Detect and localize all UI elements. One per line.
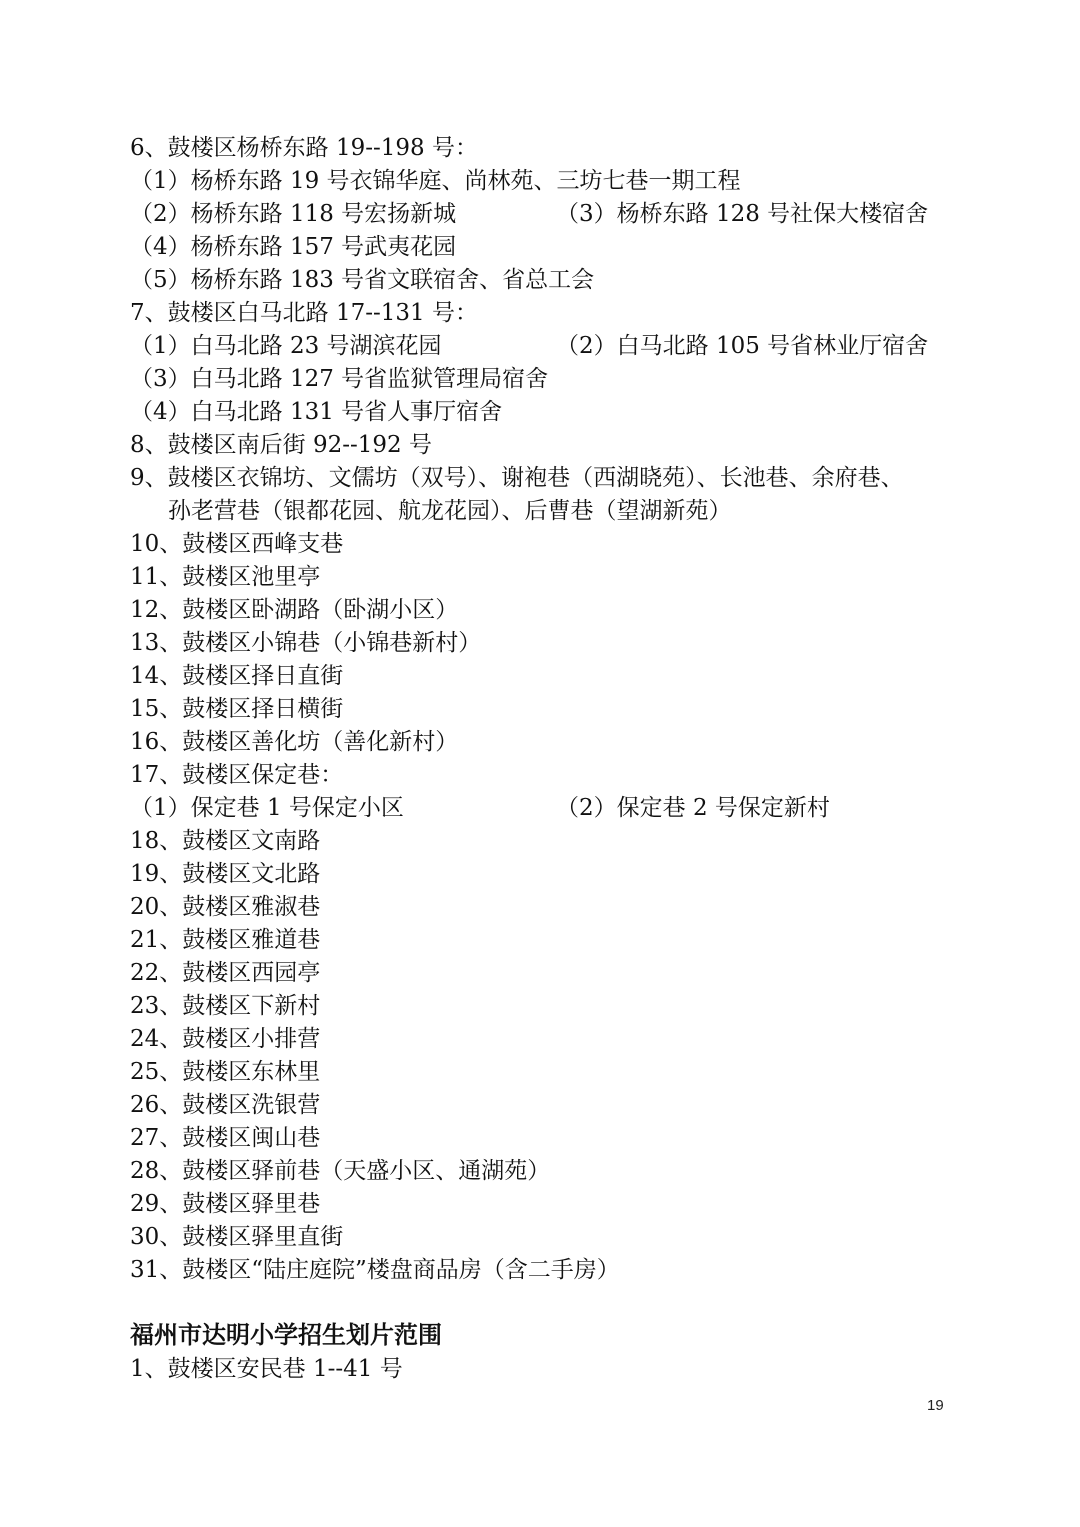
sub-item-text: （1）杨桥东路 19 号衣锦华庭、尚林苑、三坊七巷一期工程	[130, 168, 741, 194]
document-body	[0, 132, 1080, 1386]
list-item-text: 23、鼓楼区下新村	[130, 993, 321, 1019]
list-item	[0, 1221, 1080, 1254]
list-item	[0, 1122, 1080, 1155]
sub-item-text: （5）杨桥东路 183 号省文联宿舍、省总工会	[130, 267, 595, 293]
list-item	[0, 561, 1080, 594]
list-item-text: 17、鼓楼区保定巷：	[130, 762, 344, 788]
list-item-text: 7、鼓楼区白马北路 17--131 号：	[130, 300, 478, 326]
list-item-text: 25、鼓楼区东林里	[130, 1059, 321, 1085]
list-item	[0, 297, 1080, 330]
section-spacer	[0, 1287, 1080, 1317]
list-item-text: 28、鼓楼区驿前巷（天盛小区、通湖苑）	[130, 1158, 551, 1184]
heading-text: 福州市达明小学招生划片范围	[130, 1321, 442, 1349]
list-item	[0, 924, 1080, 957]
list-item	[0, 693, 1080, 726]
list-item	[0, 1254, 1080, 1287]
list-item	[0, 1089, 1080, 1122]
list-item-text: 1、鼓楼区安民巷 1--41 号	[130, 1356, 403, 1382]
sub-item-row	[0, 264, 1080, 297]
list-item-text: 12、鼓楼区卧湖路（卧湖小区）	[130, 597, 459, 623]
sub-item-text: （2）白马北路 105 号省林业厅宿舍	[556, 333, 929, 359]
list-item-text: 22、鼓楼区西园亭	[130, 960, 321, 986]
sub-item-text: （2）杨桥东路 118 号宏扬新城	[130, 201, 457, 227]
list-item	[0, 1188, 1080, 1221]
list-item	[0, 1155, 1080, 1188]
sub-item-row	[0, 792, 1080, 825]
list-item-continuation	[0, 495, 1080, 528]
sub-item-row	[0, 396, 1080, 429]
list-item	[0, 660, 1080, 693]
list-item-text: 20、鼓楼区雅淑巷	[130, 894, 321, 920]
list-item-text: 8、鼓楼区南后街 92--192 号	[130, 432, 432, 458]
list-item-text: 15、鼓楼区择日横街	[130, 696, 344, 722]
list-item-text: 24、鼓楼区小排营	[130, 1026, 321, 1052]
list-item	[0, 957, 1080, 990]
list-item	[0, 429, 1080, 462]
list-item	[0, 1353, 1080, 1386]
sub-item-row	[0, 330, 1080, 363]
list-item	[0, 627, 1080, 660]
sub-item-text: （3）白马北路 127 号省监狱管理局宿舍	[130, 366, 549, 392]
sub-item-row	[0, 198, 1080, 231]
list-item	[0, 1056, 1080, 1089]
sub-item-text: （1）白马北路 23 号湖滨花园	[130, 333, 442, 359]
list-item-text: 18、鼓楼区文南路	[130, 828, 321, 854]
list-item	[0, 462, 1080, 495]
sub-item-row	[0, 231, 1080, 264]
sub-item-row	[0, 363, 1080, 396]
list-item-text: 27、鼓楼区闽山巷	[130, 1125, 321, 1151]
list-item	[0, 825, 1080, 858]
list-item-text: 13、鼓楼区小锦巷（小锦巷新村）	[130, 630, 482, 656]
list-item-text: 6、鼓楼区杨桥东路 19--198 号：	[130, 135, 478, 161]
sub-item-text: （2）保定巷 2 号保定新村	[556, 795, 830, 821]
list-item	[0, 891, 1080, 924]
list-item-text: 29、鼓楼区驿里巷	[130, 1191, 321, 1217]
sub-item-text: （1）保定巷 1 号保定小区	[130, 795, 404, 821]
sub-item-text: （4）白马北路 131 号省人事厅宿舍	[130, 399, 503, 425]
list-item-text: 10、鼓楼区西峰支巷	[130, 531, 344, 557]
list-item-text: 14、鼓楼区择日直街	[130, 663, 344, 689]
list-item	[0, 759, 1080, 792]
list-item	[0, 726, 1080, 759]
list-item-text: 9、鼓楼区衣锦坊、文儒坊（双号）、谢袍巷（西湖晓苑）、长池巷、余府巷、	[130, 465, 904, 491]
sub-item-row	[0, 165, 1080, 198]
sub-item-text: （4）杨桥东路 157 号武夷花园	[130, 234, 457, 260]
list-item-text: 21、鼓楼区雅道巷	[130, 927, 321, 953]
list-item	[0, 1023, 1080, 1056]
list-item-text: 31、鼓楼区“陆庄庭院”楼盘商品房（含二手房）	[130, 1257, 620, 1283]
list-item-text: 19、鼓楼区文北路	[130, 861, 321, 887]
list-item-text: 30、鼓楼区驿里直街	[130, 1224, 344, 1250]
list-item	[0, 594, 1080, 627]
list-item-text: 11、鼓楼区池里亭	[130, 564, 321, 590]
list-item	[0, 528, 1080, 561]
list-item-text: 16、鼓楼区善化坊（善化新村）	[130, 729, 459, 755]
list-item-text: 孙老营巷（银都花园、航龙花园）、后曹巷（望湖新苑）	[168, 498, 732, 524]
page-number: 19	[927, 1397, 944, 1414]
list-item	[0, 990, 1080, 1023]
list-item	[0, 858, 1080, 891]
list-item-text: 26、鼓楼区洗银营	[130, 1092, 321, 1118]
sub-item-text: （3）杨桥东路 128 号社保大楼宿舍	[556, 201, 929, 227]
section-heading	[0, 1317, 1080, 1353]
list-item	[0, 132, 1080, 165]
